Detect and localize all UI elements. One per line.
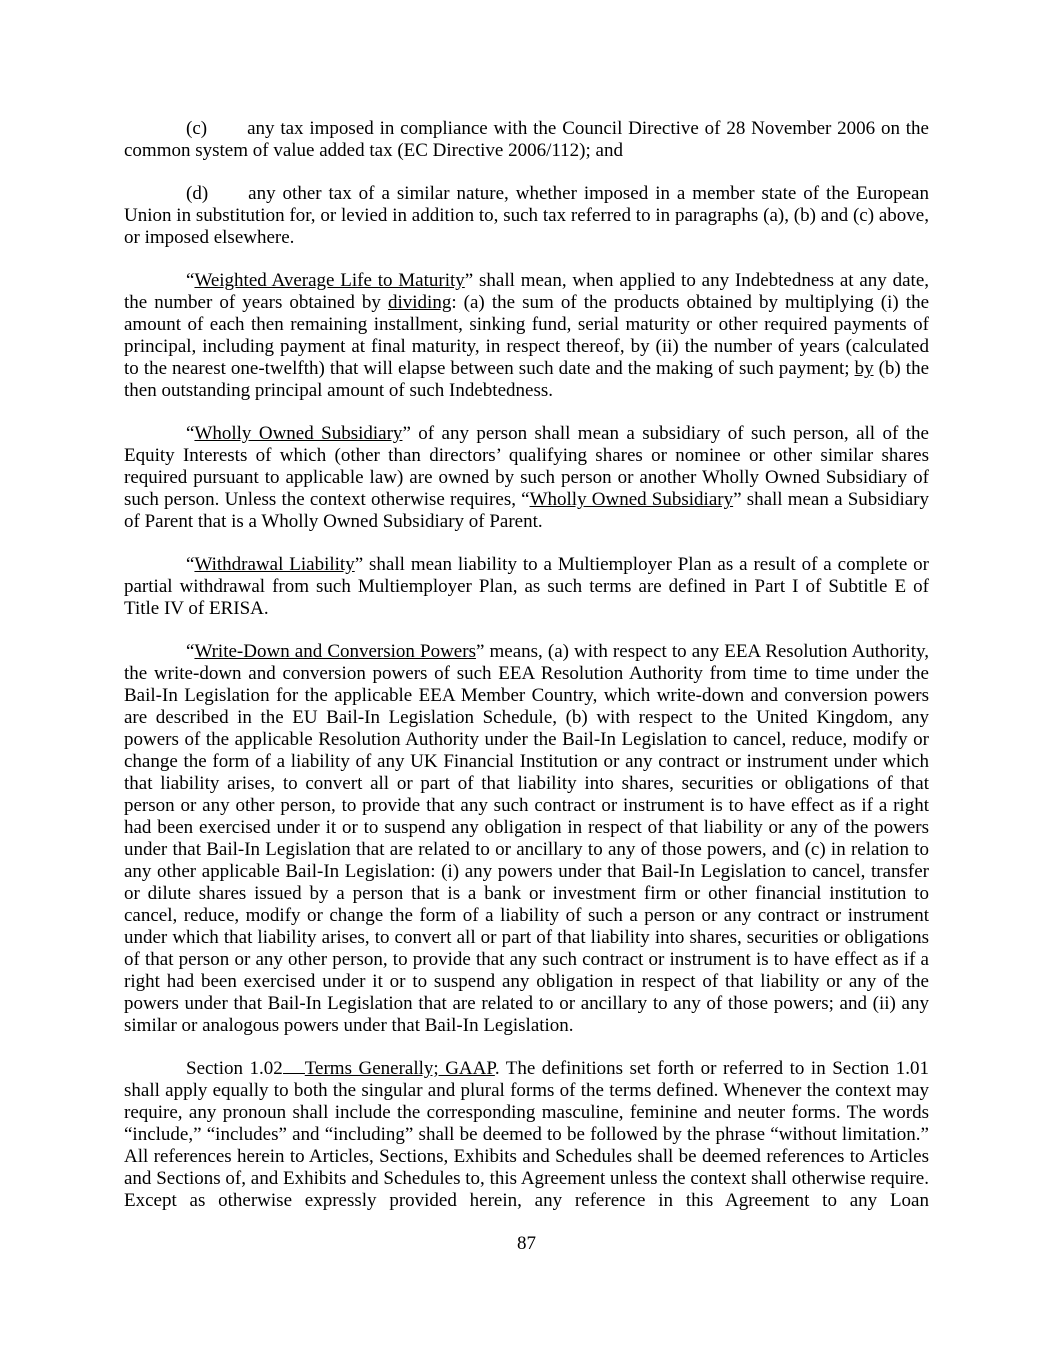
- text-run: (d): [186, 183, 209, 204]
- underlined-term: by: [854, 358, 874, 379]
- document-body: [124, 118, 929, 1212]
- underlined-term: Write-Down and Conversion Powers: [194, 641, 476, 662]
- text-run: . The definitions set forth or referred to in Section 1.01 shall apply equally to both the singular and plural forms of the terms defined. Whenever the context may require, any pronoun shall include the corresponding masculine, feminine and neuter forms. The words “include,” “includes” and “including” shall be deemed to be followed by the phrase “without limitation.” All references herein to Articles, Sections, Exhibits and Schedules shall be deemed references to Articles and Sections of, and Exhibits and Schedules to, this Agreement unless the context shall otherwise require. Except as otherwise expressly provided herein, any reference in this Agreement to any Loan: [124, 1058, 929, 1211]
- def-weighted-average-life-to-maturity: [124, 270, 929, 402]
- def-write-down-and-conversion-powers: [124, 641, 929, 1037]
- text-run: “: [186, 641, 195, 662]
- page-number: 87: [517, 1233, 536, 1254]
- text-run: ” shall mean, when applied to any Indebtedness at any date, the number of years obtained by: [124, 270, 929, 313]
- text-run: ” of any person shall mean a subsidiary of such person, all of the Equity Interests of which (other than directors’ qualifying shares or nominee or other similar shares required pursuant to applicable law) are owned by such person or another Wholly Owned Subsidiary of such person. Unless the context otherwise requires, “: [124, 423, 929, 510]
- tab-spacer: [283, 1073, 305, 1074]
- text-run: (b) the then outstanding principal amount of such Indebtedness.: [124, 358, 929, 401]
- def-withdrawal-liability: [124, 554, 929, 620]
- clause-d: [124, 183, 929, 249]
- underlined-term: Terms Generally; GAAP: [304, 1058, 495, 1079]
- text-run: Section 1.02: [186, 1058, 283, 1079]
- underlined-term: Wholly Owned Subsidiary: [529, 489, 734, 510]
- text-run: ” shall mean liability to a Multiemployer Plan as a result of a complete or partial withdrawal from such Multiemployer Plan, as such terms are defined in Part I of Subtitle E of Title IV of ERISA.: [124, 554, 929, 619]
- text-run: : (a) the sum of the products obtained by multiplying (i) the amount of each then remaining installment, sinking fund, serial maturity or other required payments of principal, including payment at final maturity, in respect thereof, by (ii) the number of years (calculated to the nearest one-twelfth) that will elapse between such date and the making of such payment;: [124, 292, 930, 379]
- text-run: any tax imposed in compliance with the Council Directive of 28 November 2006 on the common system of value added tax (EC Directive 2006/112); and: [124, 118, 929, 161]
- underlined-term: dividing: [387, 292, 452, 313]
- text-run: ” means, (a) with respect to any EEA Resolution Authority, the write-down and conversion powers of such EEA Resolution Authority from time to time under the Bail-In Legislation for the applicable EEA Member Country, which write-down and conversion powers are described in the EU Bail-In Legislation Schedule, (b) with respect to the United Kingdom, any powers of the applicable Resolution Authority under the Bail-In Legislation to cancel, reduce, modify or change the form of a liability of any UK Financial Institution or any contract or instrument under which that liability arises, to convert all or part of that liability into shares, securities or obligations of that person or any other person, to provide that any such contract or instrument is to have effect as if a right had been exercised under it or to suspend any obligation in respect of that liability or any of the powers under that Bail-In Legislation that are related to or ancillary to any of those powers, and (c) in relation to any other applicable Bail-In Legislation: (i) any powers under that Bail-In Legislation to cancel, transfer or dilute shares issued by a person that is a bank or investment firm or other financial institution to cancel, reduce, modify or change the form of a liability of such a person or any contract or instrument under which that liability arises, to convert all or part of that liability into shares, securities or obligations of that person or any other person, to provide that any such contract or instrument is to have effect as if a right had been exercised under it or to suspend any obligation in respect of that liability or any of the powers under that Bail-In Legislation that are related to or ancillary to any of those powers; and (ii) any similar or analogous powers under that Bail-In Legislation.: [124, 641, 929, 1036]
- text-run: any other tax of a similar nature, whether imposed in a member state of the European Union in substitution for, or levied in addition to, such tax referred to in paragraphs (a), (b) and (c) above, or imposed elsewhere.: [124, 183, 929, 248]
- text-run: (c): [186, 118, 208, 139]
- text-run: “: [186, 423, 195, 444]
- section-1-02-terms-generally-gaap: [124, 1058, 929, 1212]
- text-run: “: [186, 554, 195, 575]
- text-run: “: [186, 270, 195, 291]
- clause-c: [124, 118, 929, 162]
- def-wholly-owned-subsidiary: [124, 423, 929, 533]
- underlined-term: Wholly Owned Subsidiary: [194, 423, 403, 444]
- underlined-term: Withdrawal Liability: [194, 554, 355, 575]
- underlined-term: Weighted Average Life to Maturity: [194, 270, 465, 291]
- text-run: ” shall mean a Subsidiary of Parent that is a Wholly Owned Subsidiary of Parent.: [124, 489, 929, 532]
